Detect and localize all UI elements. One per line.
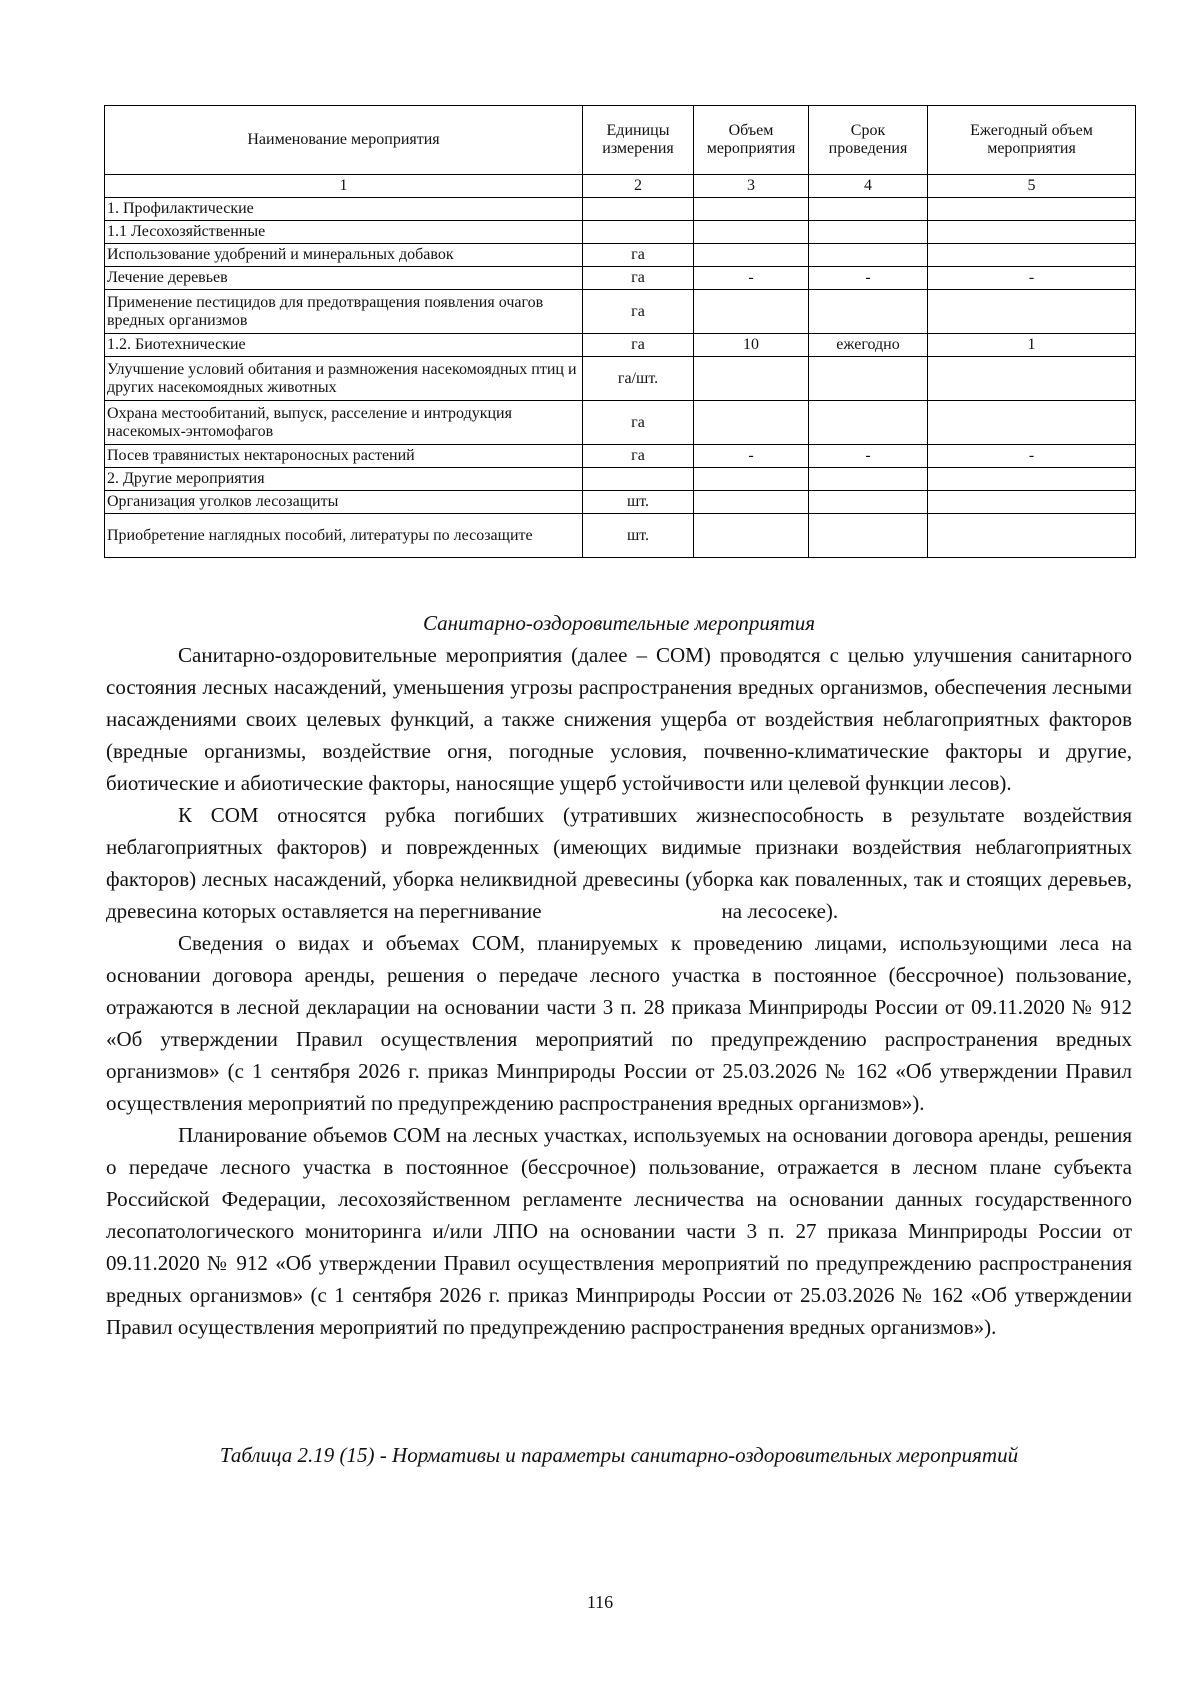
paragraph-text: К СОМ относятся рубка погибших (утративших жизнеспособность в результате воздействия неблагоприятных факторов) и поврежденных (имеющих видимые признаки воздействия неблагоприятных факторов) лесных насаждений, уборка неликвидной древесины (уборка как поваленных, так и стоящих деревьев, древесина которых оставляется на перегнивание xyxy=(106,803,1132,923)
table-row xyxy=(105,198,1136,221)
cell-annual xyxy=(928,401,1136,445)
cell-units xyxy=(583,221,694,244)
cell-activity: Посев травянистых нектароносных растений xyxy=(105,445,583,468)
cell-units: га/шт. xyxy=(583,357,694,401)
cell-annual xyxy=(928,244,1136,267)
cell-annual: 1 xyxy=(928,334,1136,357)
section-title: Санитарно-оздоровительные мероприятия xyxy=(422,611,816,635)
header-annual-volume: Ежегодный объем мероприятия xyxy=(928,106,1136,175)
cell-units: га xyxy=(583,401,694,445)
table-header-row xyxy=(105,106,1136,175)
cell-activity: 1.2. Биотехнические xyxy=(105,334,583,357)
cell-units: шт. xyxy=(583,491,694,514)
cell-volume: - xyxy=(694,267,809,290)
cell-annual xyxy=(928,468,1136,491)
column-number-row xyxy=(105,175,1136,198)
cell-units xyxy=(583,198,694,221)
page-number: 116 xyxy=(586,1592,614,1612)
cell-units: га xyxy=(583,445,694,468)
table-row xyxy=(105,357,1136,401)
header-term: Срок проведения xyxy=(809,106,928,175)
cell-volume: 10 xyxy=(694,334,809,357)
table-row xyxy=(105,491,1136,514)
table-row xyxy=(105,445,1136,468)
cell-volume xyxy=(694,198,809,221)
table-row xyxy=(105,221,1136,244)
cell-term xyxy=(809,290,928,334)
column-number: 3 xyxy=(694,175,809,198)
cell-units: га xyxy=(583,334,694,357)
cell-units: шт. xyxy=(583,514,694,558)
header-units: Единицы измерения xyxy=(583,106,694,175)
cell-annual xyxy=(928,357,1136,401)
table-row xyxy=(105,401,1136,445)
cell-term xyxy=(809,221,928,244)
table-row xyxy=(105,267,1136,290)
measures-table xyxy=(104,105,1136,558)
table-row xyxy=(105,514,1136,558)
cell-term: - xyxy=(809,445,928,468)
cell-activity: Улучшение условий обитания и размножения насекомоядных птиц и других насекомоядных животных xyxy=(105,357,583,401)
cell-activity: Охрана местообитаний, выпуск, расселение и интродукция насекомых-энтомофагов xyxy=(105,401,583,445)
cell-activity: Организация уголков лесозащиты xyxy=(105,491,583,514)
cell-term xyxy=(809,491,928,514)
cell-activity: Применение пестицидов для предотвращения появления очагов вредных организмов xyxy=(105,290,583,334)
column-number: 4 xyxy=(809,175,928,198)
cell-volume: - xyxy=(694,445,809,468)
cell-volume xyxy=(694,491,809,514)
column-number: 1 xyxy=(105,175,583,198)
cell-term xyxy=(809,198,928,221)
column-number: 2 xyxy=(583,175,694,198)
cell-annual xyxy=(928,491,1136,514)
paragraph: Планирование объемов СОМ на лесных участках, используемых на основании договора аренды, решения о передаче лесного участка в постоянное (бессрочное) пользование, отражается в лесном плане субъекта Российской Федерации, лесохозяйственном регламенте лесничества на основании данных государственного лесопатологического мониторинга и/или ЛПО на основании части 3 п. 27 приказа Минприроды России от 09.11.2020 № 912 «Об утверждении Правил осуществления мероприятий по предупреждению распространения вредных организмов» (с 1 сентября 2026 г. приказ Минприроды России от 25.03.2026 № 162 «Об утверждении Правил осуществления мероприятий по предупреждению распространения вредных организмов»). xyxy=(106,1123,1132,1339)
cell-term xyxy=(809,514,928,558)
body-text xyxy=(106,639,1132,1343)
cell-volume xyxy=(694,514,809,558)
cell-activity: Использование удобрений и минеральных добавок xyxy=(105,244,583,267)
cell-annual: - xyxy=(928,445,1136,468)
paragraph: Санитарно-оздоровительные мероприятия (далее – СОМ) проводятся с целью улучшения санитарного состояния лесных насаждений, уменьшения угрозы распространения вредных организмов, обеспечения лесными насаждениями своих целевых функций, а также снижения ущерба от воздействия неблагоприятных факторов (вредные организмы, воздействие огня, погодные условия, почвенно-климатические факторы и другие, биотические и абиотические факторы, наносящие ущерб устойчивости или целевой функции лесов). xyxy=(106,643,1132,795)
header-name: Наименование мероприятия xyxy=(105,106,583,175)
cell-term xyxy=(809,468,928,491)
cell-annual xyxy=(928,514,1136,558)
cell-annual xyxy=(928,198,1136,221)
paragraph: Сведения о видах и объемах СОМ, планируемых к проведению лицами, использующими леса на основании договора аренды, решения о передаче лесного участка в постоянное (бессрочное) пользование, отражаются в лесной декларации на основании части 3 п. 28 приказа Минприроды России от 09.11.2020 № 912 «Об утверждении Правил осуществления мероприятий по предупреждению распространения вредных организмов» (с 1 сентября 2026 г. приказ Минприроды России от 25.03.2026 № 162 «Об утверждении Правил осуществления мероприятий по предупреждению распространения вредных организмов»). xyxy=(106,931,1132,1115)
cell-volume xyxy=(694,221,809,244)
cell-annual xyxy=(928,290,1136,334)
table-row xyxy=(105,468,1136,491)
cell-term xyxy=(809,401,928,445)
table-row xyxy=(105,290,1136,334)
cell-annual: - xyxy=(928,267,1136,290)
cell-volume xyxy=(694,290,809,334)
cell-volume xyxy=(694,401,809,445)
column-number: 5 xyxy=(928,175,1136,198)
cell-annual xyxy=(928,221,1136,244)
paragraph xyxy=(106,799,1132,927)
paragraph-text: на лесосеке). xyxy=(721,899,839,923)
cell-activity: 2. Другие мероприятия xyxy=(105,468,583,491)
cell-activity: Лечение деревьев xyxy=(105,267,583,290)
header-volume: Объем мероприятия xyxy=(694,106,809,175)
cell-units: га xyxy=(583,290,694,334)
table-row xyxy=(105,244,1136,267)
cell-term xyxy=(809,357,928,401)
cell-volume xyxy=(694,244,809,267)
cell-activity: 1.1 Лесохозяйственные xyxy=(105,221,583,244)
cell-term xyxy=(809,244,928,267)
cell-units: га xyxy=(583,244,694,267)
cell-units xyxy=(583,468,694,491)
cell-term: ежегодно xyxy=(809,334,928,357)
cell-activity: Приобретение наглядных пособий, литературы по лесозащите xyxy=(105,514,583,558)
cell-volume xyxy=(694,357,809,401)
cell-activity: 1. Профилактические xyxy=(105,198,583,221)
cell-volume xyxy=(694,468,809,491)
cell-units: га xyxy=(583,267,694,290)
cell-term: - xyxy=(809,267,928,290)
table-caption: Таблица 2.19 (15) - Нормативы и параметры санитарно-оздоровительных мероприятий xyxy=(219,1443,1019,1467)
table-row xyxy=(105,334,1136,357)
